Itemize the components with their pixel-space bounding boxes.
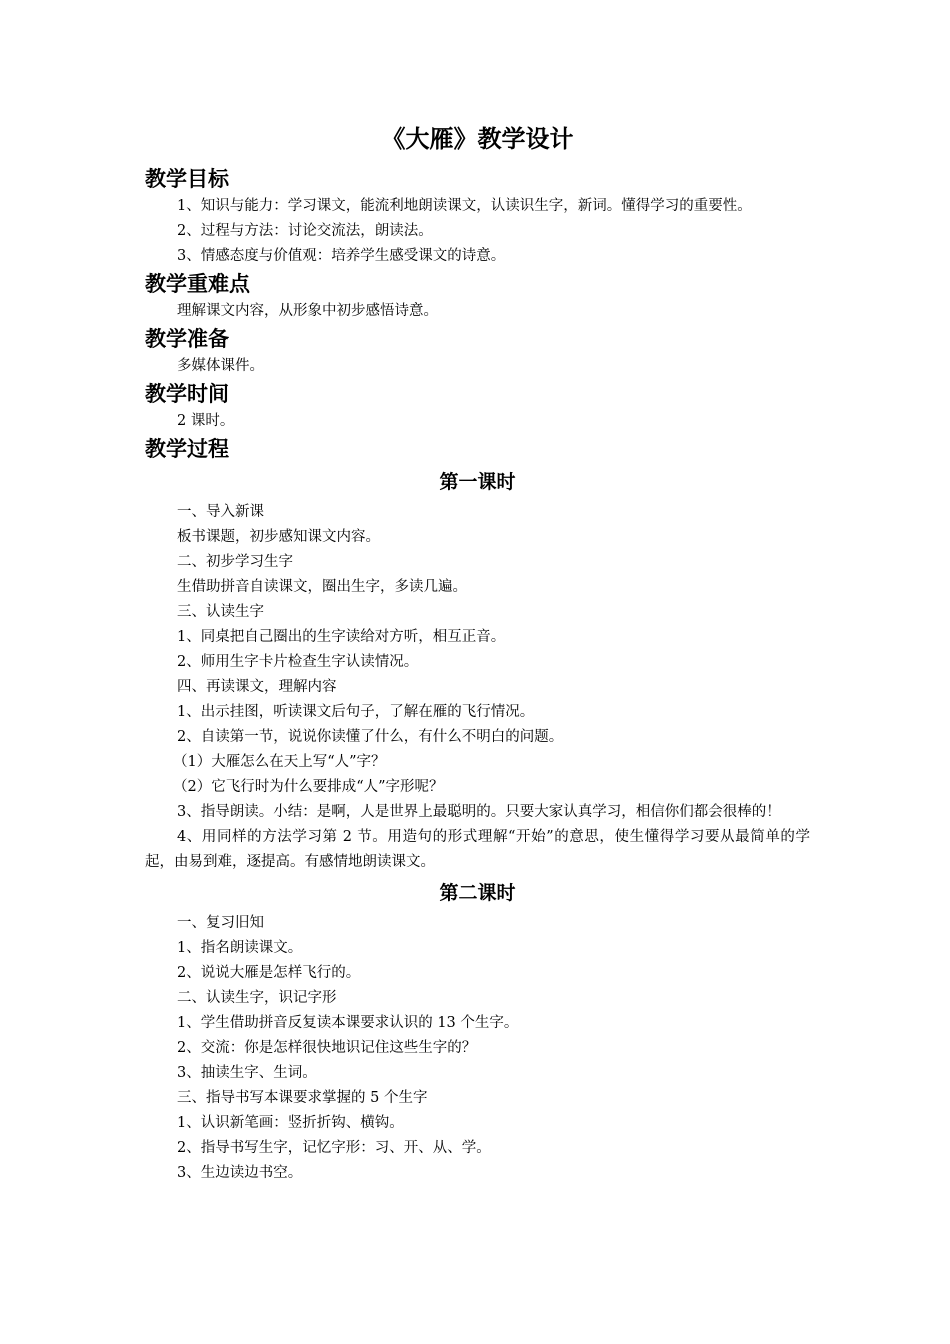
lesson2-line: 2、指导书写生字，记忆字形：习、开、从、学。 [177, 1140, 491, 1156]
lesson2-line: 1、指名朗读课文。 [177, 940, 303, 956]
goal-item: 3、情感态度与价值观：培养学生感受课文的诗意。 [177, 248, 506, 264]
lesson1-line: 四、再读课文，理解内容 [177, 679, 337, 695]
lesson2-line: 1、认识新笔画：竖折折钩、横钩。 [177, 1115, 404, 1131]
goal-item: 1、知识与能力：学习课文，能流利地朗读课文，认读识生字，新词。懂得学习的重要性。 [177, 198, 752, 214]
lesson1-line: 三、认读生字 [177, 604, 264, 620]
lesson2-heading: 第二课时 [439, 882, 516, 904]
lesson1-paragraph-4: 4、用同样的方法学习第 2 节。用造句的形式理解“开始”的意思，使生懂得学习要从最简单的学起，由易到难，逐提高。有感情地朗读课文。 [145, 829, 810, 870]
lesson2-line: 3、生边读边书空。 [177, 1165, 303, 1181]
lesson1-line: （2）它飞行时为什么要排成“人”字形呢？ [173, 779, 444, 795]
goal-item: 2、过程与方法：讨论交流法，朗读法。 [177, 223, 433, 239]
lesson1-heading: 第一课时 [439, 471, 516, 493]
lesson1-line: 1、出示挂图，听读课文后句子，了解在雁的飞行情况。 [177, 704, 535, 720]
heading-prep: 教学准备 [145, 327, 229, 351]
heading-time: 教学时间 [145, 382, 229, 406]
document-content [145, 122, 810, 1186]
lesson1-line: 一、导入新课 [177, 504, 264, 520]
lesson2-line: 1、学生借助拼音反复读本课要求认识的 13 个生字。 [177, 1015, 519, 1031]
prep-text: 多媒体课件。 [177, 358, 264, 374]
lesson1-line: 生借助拼音自读课文，圈出生字，多读几遍。 [177, 579, 467, 595]
lesson2-line: 3、抽读生字、生词。 [177, 1065, 317, 1081]
document-title: 《大雁》教学设计 [381, 125, 574, 153]
heading-goals: 教学目标 [145, 167, 229, 191]
lesson1-line: （1）大雁怎么在天上写“人”字？ [173, 754, 386, 770]
lesson2-line: 2、交流：你是怎样很快地识记住这些生字的？ [177, 1040, 477, 1056]
time-text: 2 课时。 [177, 413, 235, 429]
lesson2-line: 2、说说大雁是怎样飞行的。 [177, 965, 361, 981]
lesson1-paragraph-3: 3、指导朗读。小结：是啊，人是世界上最聪明的。只要大家认真学习，相信你们都会很棒的！ [177, 804, 781, 820]
heading-keypoints: 教学重难点 [145, 272, 250, 296]
lesson1-line: 2、师用生字卡片检查生字认读情况。 [177, 654, 419, 670]
lesson2-line: 一、复习旧知 [177, 915, 264, 931]
lesson2-line: 二、认读生字，识记字形 [177, 990, 337, 1006]
heading-process: 教学过程 [145, 437, 229, 461]
lesson1-line: 板书课题，初步感知课文内容。 [177, 529, 380, 545]
lesson1-line: 2、自读第一节，说说你读懂了什么，有什么不明白的问题。 [177, 729, 564, 745]
lesson1-line: 二、初步学习生字 [177, 554, 293, 570]
lesson2-line: 三、指导书写本课要求掌握的 5 个生字 [177, 1090, 428, 1106]
keypoints-text: 理解课文内容，从形象中初步感悟诗意。 [177, 303, 438, 319]
lesson1-line: 1、同桌把自己圈出的生字读给对方听，相互正音。 [177, 629, 506, 645]
